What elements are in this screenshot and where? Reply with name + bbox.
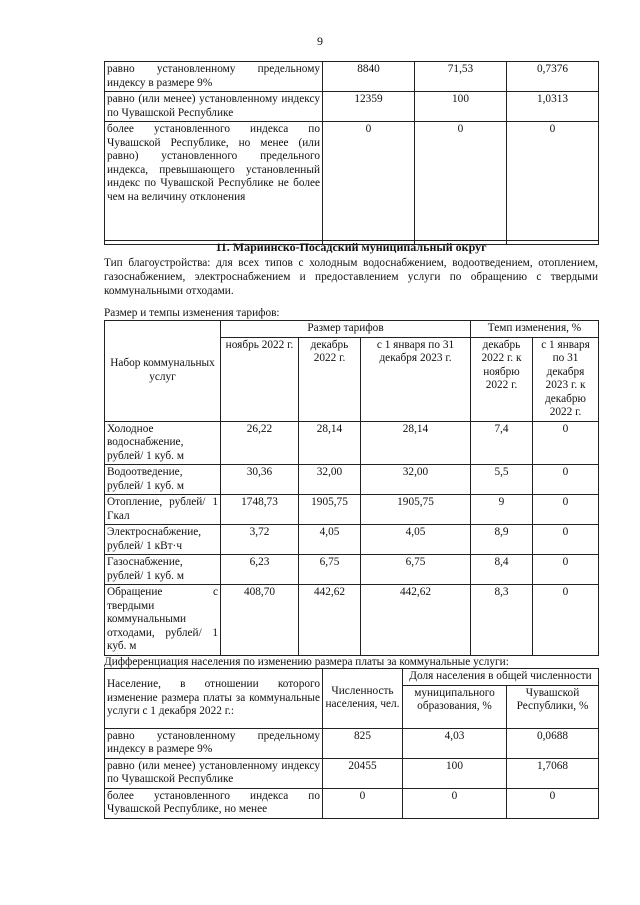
population-count: 825 xyxy=(323,728,403,758)
republic-share: 0,0688 xyxy=(507,728,599,758)
population-differentiation-table xyxy=(104,668,599,819)
population-category: равно (или менее) установленному индексу по Чувашской Республике xyxy=(105,92,323,122)
population-category: более установленного индекса по Чувашской Республике, но менее (или равно) установленного предельного индекса, превышающего установленный индекс по Чувашской Республике не более чем на величину отклонения xyxy=(105,122,323,245)
republic-share: 0 xyxy=(507,788,599,818)
november-header: ноябрь 2022 г. xyxy=(221,337,299,421)
tariff-november: 408,70 xyxy=(221,585,299,656)
tariff-december: 1905,75 xyxy=(299,495,361,525)
table-row xyxy=(105,758,599,788)
table-row xyxy=(105,92,599,122)
municipal-share: 71,53 xyxy=(415,62,507,92)
republic-share: 0,7376 xyxy=(507,62,599,92)
population-count: 12359 xyxy=(323,92,415,122)
rate-december: 7,4 xyxy=(471,421,533,465)
rate-december-header: декабрь 2022 г. к ноябрю 2022 г. xyxy=(471,337,533,421)
rate-december: 9 xyxy=(471,495,533,525)
tariff-november: 1748,73 xyxy=(221,495,299,525)
table-header-row xyxy=(105,321,599,338)
republic-share: 1,0313 xyxy=(507,92,599,122)
tariff-december: 28,14 xyxy=(299,421,361,465)
rate-year: 0 xyxy=(533,495,599,525)
differentiation-caption: Дифференциация населения по изменению размера платы за коммунальные услуги: xyxy=(104,656,509,668)
service-name: Электроснабжение, рублей/ 1 кВт·ч xyxy=(105,525,221,555)
tariff-2023: 28,14 xyxy=(361,421,471,465)
table-row xyxy=(105,62,599,92)
service-name: Обращение с твердыми коммунальными отходами, рублей/ 1 куб. м xyxy=(105,585,221,656)
tariff-2023: 1905,75 xyxy=(361,495,471,525)
page-number: 9 xyxy=(317,34,323,48)
improvement-type-text: Тип благоустройства: для всех типов с холодным водоснабжением, водоотведением, отоплением, газоснабжением, электроснабжением и предоставлением услуги по обращению с твердыми коммунальными отходами. xyxy=(104,257,598,298)
table-row xyxy=(105,555,599,585)
rate-year-header: с 1 января по 31 декабря 2023 г. к декабрю 2022 г. xyxy=(533,337,599,421)
rate-december: 8,3 xyxy=(471,585,533,656)
population-count: 0 xyxy=(323,788,403,818)
december-header: декабрь 2022 г. xyxy=(299,337,361,421)
table-header-row xyxy=(105,669,599,686)
table-row xyxy=(105,421,599,465)
municipal-share: 4,03 xyxy=(403,728,507,758)
republic-share-header: Чувашской Республики, % xyxy=(507,685,599,728)
rate-year: 0 xyxy=(533,585,599,656)
rate-year: 0 xyxy=(533,421,599,465)
population-category: равно установленному предельному индексу в размере 9% xyxy=(105,728,323,758)
service-name: Холодное водоснабжение, рублей/ 1 куб. м xyxy=(105,421,221,465)
change-rate-header: Темп изменения, % xyxy=(471,321,599,338)
rate-year: 0 xyxy=(533,465,599,495)
table-row xyxy=(105,788,599,818)
municipal-share: 0 xyxy=(415,122,507,245)
tariff-november: 30,36 xyxy=(221,465,299,495)
tariffs-caption: Размер и темпы изменения тарифов: xyxy=(104,307,280,319)
tariff-november: 3,72 xyxy=(221,525,299,555)
municipal-share-header: муниципального образования, % xyxy=(403,685,507,728)
rate-december: 8,9 xyxy=(471,525,533,555)
municipal-share: 100 xyxy=(403,758,507,788)
rate-year: 0 xyxy=(533,555,599,585)
table-row xyxy=(105,728,599,758)
table-row xyxy=(105,585,599,656)
population-count: 20455 xyxy=(323,758,403,788)
population-count: 8840 xyxy=(323,62,415,92)
population-header: Население, в отношении которого изменение размера платы за коммунальные услуги с 1 декабря 2022 г.: xyxy=(105,669,323,729)
section-heading: 11. Мариинско-Посадский муниципальный округ xyxy=(215,240,487,254)
municipal-share: 100 xyxy=(415,92,507,122)
service-name: Газоснабжение, рублей/ 1 куб. м xyxy=(105,555,221,585)
tariff-december: 442,62 xyxy=(299,585,361,656)
tariff-november: 6,23 xyxy=(221,555,299,585)
population-table-continued xyxy=(104,61,599,245)
republic-share: 0 xyxy=(507,122,599,245)
tariff-november: 26,22 xyxy=(221,421,299,465)
table-row xyxy=(105,495,599,525)
share-header: Доля населения в общей численности xyxy=(403,669,599,686)
population-count: 0 xyxy=(323,122,415,245)
tariffs-table xyxy=(104,320,599,656)
service-name: Водоотведение, рублей/ 1 куб. м xyxy=(105,465,221,495)
services-header: Набор коммунальных услуг xyxy=(105,321,221,422)
tariff-december: 32,00 xyxy=(299,465,361,495)
tariff-2023: 32,00 xyxy=(361,465,471,495)
rate-december: 8,4 xyxy=(471,555,533,585)
rate-year: 0 xyxy=(533,525,599,555)
tariff-size-header: Размер тарифов xyxy=(221,321,471,338)
population-category: равно (или менее) установленному индексу по Чувашской Республике xyxy=(105,758,323,788)
year-2023-header: с 1 января по 31 декабря 2023 г. xyxy=(361,337,471,421)
tariff-december: 6,75 xyxy=(299,555,361,585)
tariff-december: 4,05 xyxy=(299,525,361,555)
population-category: равно установленному предельному индексу в размере 9% xyxy=(105,62,323,92)
tariff-2023: 4,05 xyxy=(361,525,471,555)
table-row xyxy=(105,525,599,555)
tariff-2023: 442,62 xyxy=(361,585,471,656)
count-header: Численность населения, чел. xyxy=(323,669,403,729)
municipal-share: 0 xyxy=(403,788,507,818)
service-name: Отопление, рублей/ 1 Гкал xyxy=(105,495,221,525)
republic-share: 1,7068 xyxy=(507,758,599,788)
rate-december: 5,5 xyxy=(471,465,533,495)
table-row xyxy=(105,122,599,245)
population-category: более установленного индекса по Чувашской Республике, но менее xyxy=(105,788,323,818)
table-row xyxy=(105,465,599,495)
tariff-2023: 6,75 xyxy=(361,555,471,585)
